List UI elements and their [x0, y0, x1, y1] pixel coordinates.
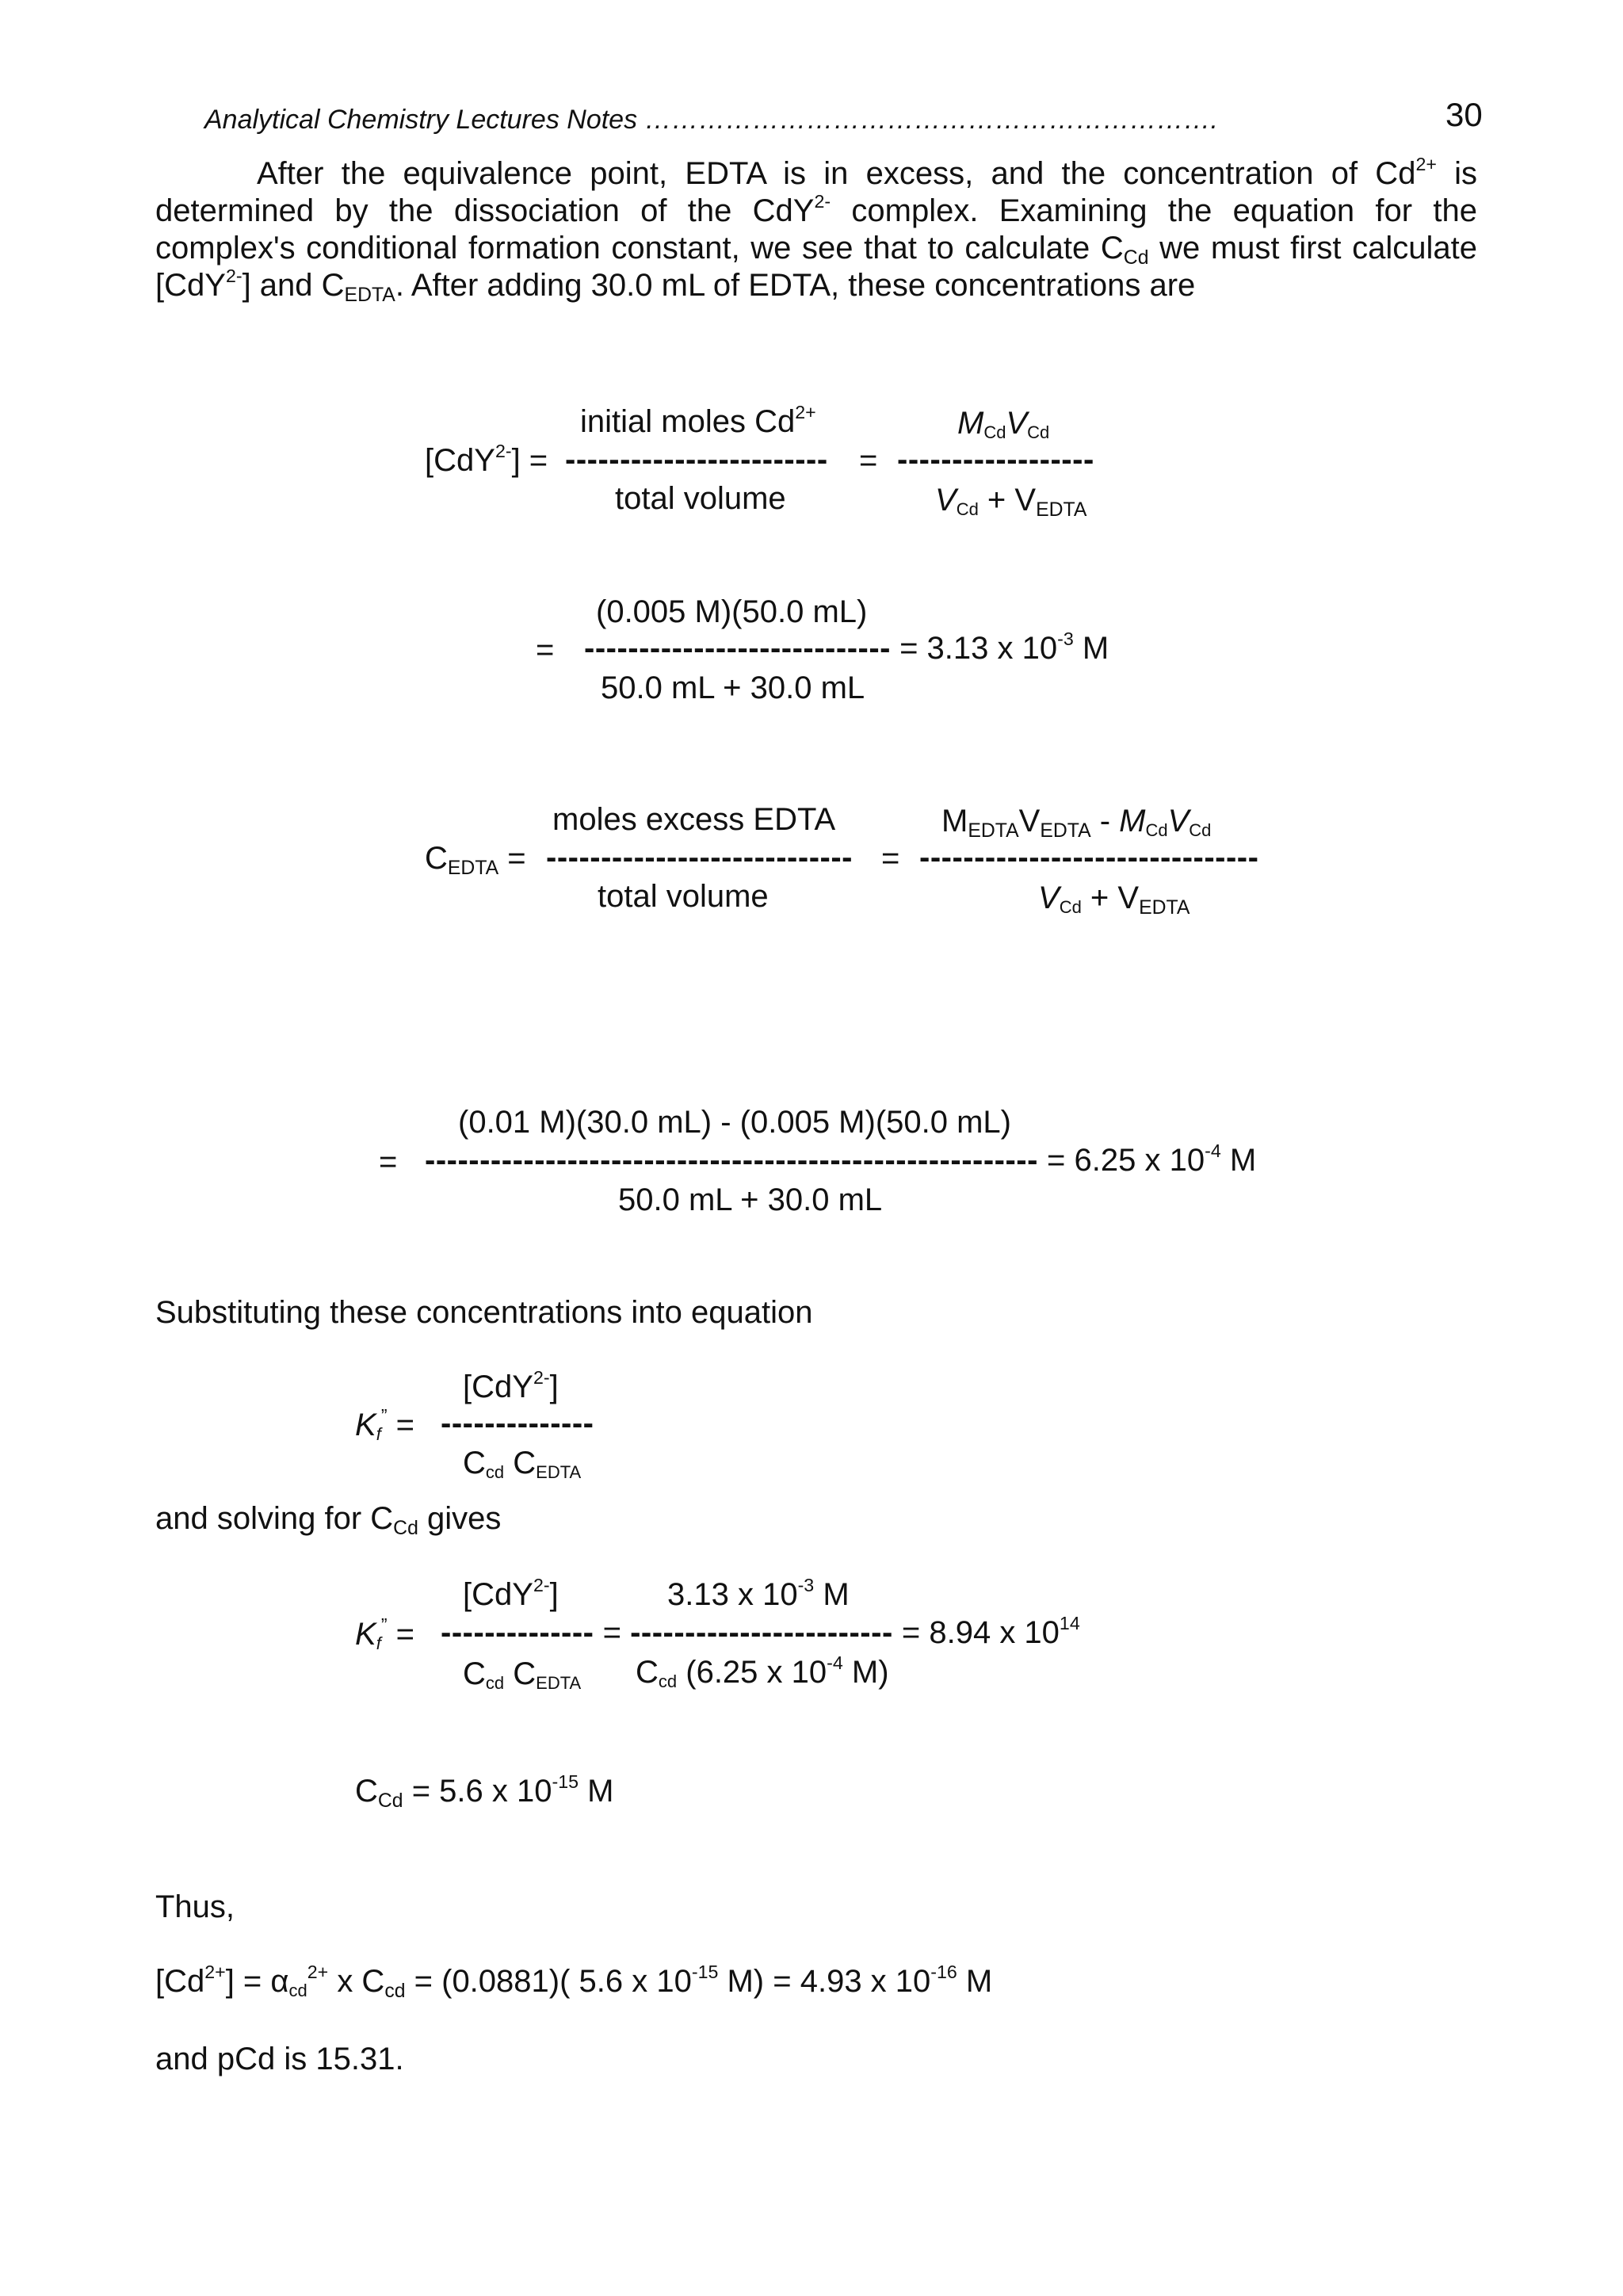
eq3-word-fraction-bar: ---------------------------- — [546, 840, 853, 875]
eq2-fraction-and-result: ---------------------------- = 3.13 x $10^{-3}$ M — [584, 628, 1109, 666]
header-leader: ………………………………………………………. — [644, 105, 1218, 135]
header-title: Analytical Chemistry Lectures Notes — [204, 105, 638, 135]
eq3-word-numerator: moles excess EDTA — [552, 802, 836, 837]
eq2-equals: = — [536, 632, 555, 667]
eq4-equals: = — [379, 1144, 398, 1179]
eq1-word-numerator: initial moles $Cd^{2+}$ — [580, 401, 816, 439]
kf-solve-denominator: $C_{cd}$ $C_{EDTA}$ — [463, 1656, 582, 1694]
kf-solve-numerator: [CdY$^{2-}$] — [463, 1574, 559, 1612]
eq3-symbol-numerator: $M_{EDTA}V_{EDTA} - M_{Cd}V_{Cd}$ — [941, 804, 1212, 842]
eq3-lhs: $C_{EDTA}$ = — [425, 841, 526, 879]
running-header — [204, 106, 1218, 133]
eq3-word-denominator: total volume — [598, 879, 769, 914]
eq2-numerator: (0.005 M)(50.0 mL) — [596, 594, 868, 629]
final-equation: $[Cd^{2+}] = \alpha_{cd}^{2+}$ x $C_{cd} = (0.0881)$( 5.6 x $10^{-15}$ M) = 4.93 x $10^{-16}$ M — [155, 1961, 993, 2002]
kf-solve-lhs: $K_f^”$ = — [355, 1614, 415, 1654]
substituting-text: Substituting these concentrations into equation — [155, 1295, 813, 1330]
eq1-symbol-numerator: $M_{Cd}V_{Cd}$ — [957, 406, 1050, 443]
eq4-numerator: (0.01 M)(30.0 mL) - (0.005 M)(50.0 mL) — [458, 1105, 1011, 1140]
kf-solve-rhs-denominator: $C_{cd}$ (6.25 x $10^{-4}$ M) — [636, 1652, 889, 1692]
ccd-result: $C_{Cd} = 5.6$ x $10^{-15}$ M — [355, 1771, 614, 1812]
eq1-lhs: [CdY$^{2-}$] = — [425, 440, 548, 478]
conclusion-text: and pCd is 15.31. — [155, 2042, 404, 2076]
eq3-equals: = — [881, 841, 900, 876]
eq1-equals: = — [859, 443, 878, 478]
kf-fraction-bar: -------------- — [441, 1406, 594, 1441]
eq3-symbol-fraction-bar: ------------------------------- — [919, 840, 1259, 875]
eq1-word-denominator: total volume — [615, 481, 786, 516]
thus-text: Thus, — [155, 1889, 235, 1924]
kf-denominator: $C_{cd}$ $C_{EDTA}$ — [463, 1446, 582, 1483]
eq2-denominator: 50.0 mL + 30.0 mL — [601, 670, 865, 705]
eq4-fraction-and-result: -------------------------------------------------------- = 6.25 x $10^{-4}$ M — [425, 1140, 1257, 1178]
eq1-symbol-denominator: $V_{Cd} + V_{EDTA}$ — [935, 483, 1087, 521]
kf-numerator: [CdY$^{2-}$] — [463, 1366, 559, 1404]
intro-paragraph: After the equivalence point, EDTA is in excess, and the concentration of $Cd^{2+}$ is determined by the dissociation of the CdY$^{2-}$ complex. Examining the equation for the complex's conditional formation constant, we see that to calculate $C_{Cd}$ we must first calculate [CdY$^{2-}$] and $C_{EDTA}$. After adding 30.0 mL of EDTA, these concentrations are — [155, 153, 1478, 306]
eq3-symbol-denominator: $V_{Cd} + V_{EDTA}$ — [1038, 881, 1190, 919]
eq1-word-fraction-bar: ------------------------ — [565, 442, 828, 477]
kf-solve-fractions-and-result: -------------- = ------------------------ = 8.94 x $10^{14}$ — [441, 1612, 1080, 1650]
eq1-symbol-fraction-bar: ------------------ — [897, 442, 1094, 477]
solving-text: and solving for $C_{Cd}$ gives — [155, 1501, 502, 1539]
page-number: 30 — [1445, 96, 1483, 133]
kf-solve-rhs-numerator: 3.13 x $10^{-3}$ M — [667, 1574, 850, 1612]
eq4-denominator: 50.0 mL + 30.0 mL — [618, 1182, 883, 1217]
kf-lhs: $K_f^”$ = — [355, 1404, 415, 1445]
